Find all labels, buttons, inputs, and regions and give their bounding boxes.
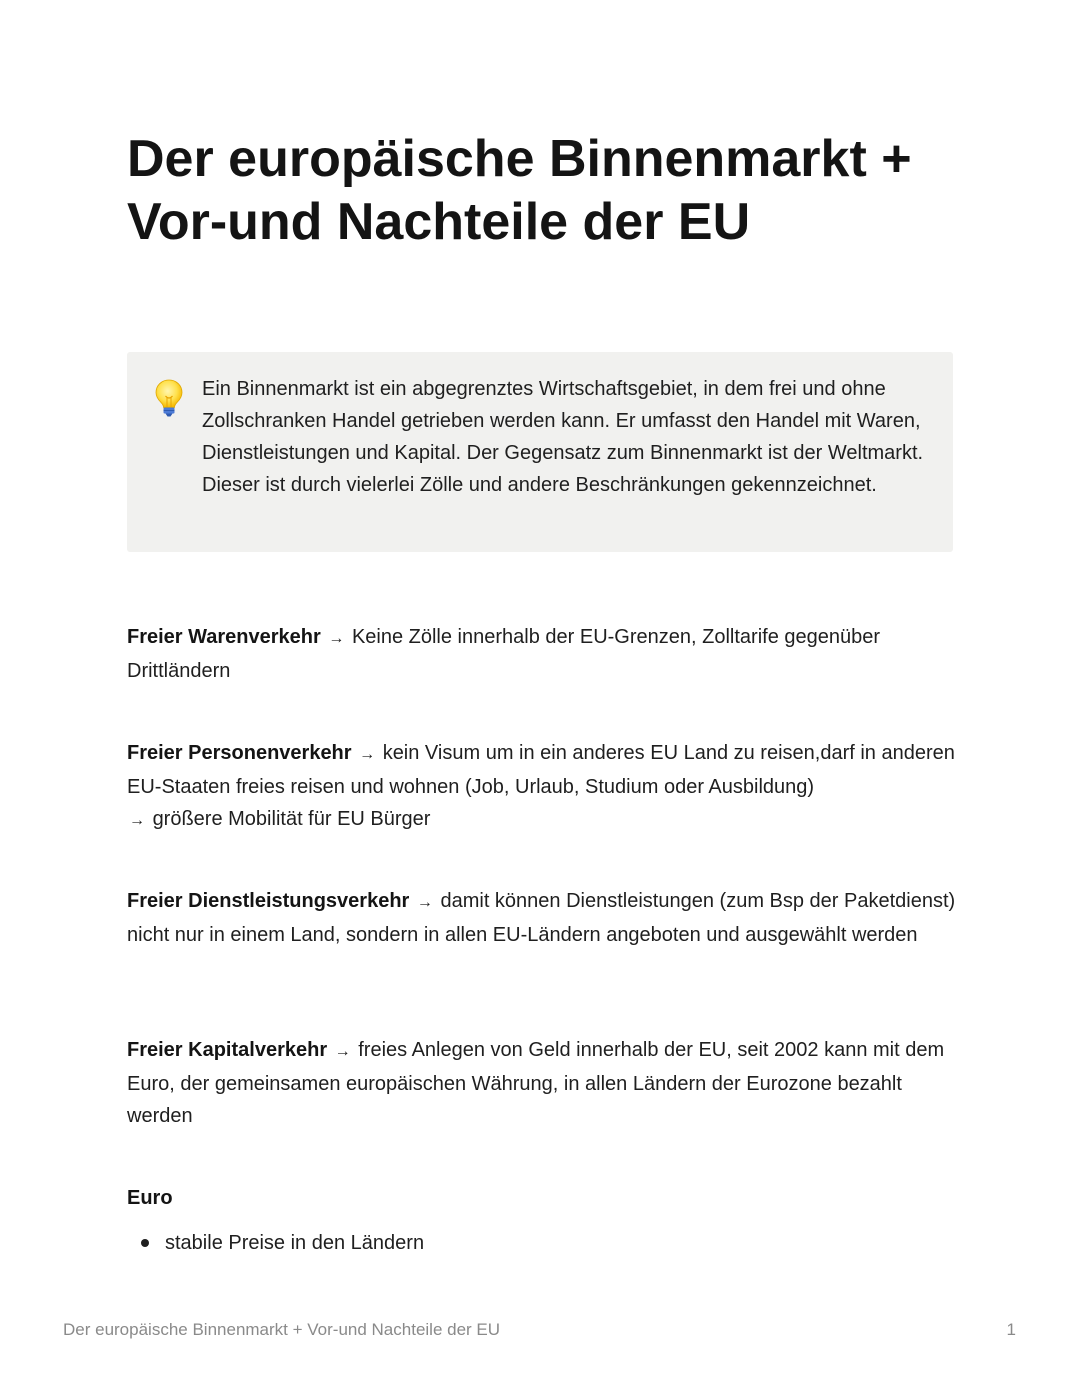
callout-text: Ein Binnenmarkt ist ein abgegrenztes Wirtschaftsgebiet, in dem frei und ohne Zollschranken Handel getrieben werden kann. Er umfasst den Handel mit Waren, Dienstleistungen und Kapital. Der Gegensatz zum Binnenmarkt ist der Weltmarkt. Dieser ist durch vielerlei Zölle und andere Beschränkungen gekennzeichnet. (202, 378, 924, 496)
page-title-line-1: Der europäische Binnenmarkt + (127, 130, 912, 188)
definition-callout (127, 352, 953, 552)
arrow-icon: → (334, 1043, 351, 1060)
section-dienstleistungsverkehr (127, 885, 957, 951)
arrow-icon: → (328, 630, 345, 647)
section-text: kein Visum um in ein anderes EU Land zu reisen,darf in anderen EU-Staaten freies reisen und wohnen (Job, Urlaub, Studium oder Ausbildung) (127, 742, 955, 798)
section-text: freies Anlegen von Geld innerhalb der EU, seit 2002 kann mit dem Euro, der gemeinsamen europäischen Währung, in allen Ländern der Eurozone bezahlt werden (127, 1039, 945, 1127)
page-number: 1 (1006, 1320, 1016, 1339)
section-text: Keine Zölle innerhalb der EU-Grenzen, Zolltarife gegenüber Drittländern (127, 626, 881, 682)
section-warenverkehr (127, 621, 957, 687)
footer-title: Der europäische Binnenmarkt + Vor-und Nachteile der EU (63, 1320, 501, 1339)
section-text: damit können Dienstleistungen (zum Bsp der Paketdienst) nicht nur in einem Land, sondern in allen EU-Ländern angeboten und ausgewählt werden (127, 890, 956, 946)
list-item (127, 1227, 424, 1259)
arrow-icon: → (129, 812, 145, 829)
euro-bullet-list (127, 1227, 424, 1259)
section-text-secondary: größere Mobilität für EU Bürger (152, 808, 431, 830)
section-kapitalverkehr (127, 1034, 957, 1132)
arrow-icon: → (359, 746, 376, 763)
lightbulb-icon (154, 378, 184, 418)
euro-heading: Euro (127, 1187, 173, 1209)
section-heading: Freier Personenverkehr (127, 742, 352, 764)
list-item-text: stabile Preise in den Ländern (165, 1232, 425, 1254)
section-heading: Freier Dienstleistungsverkehr (127, 890, 410, 912)
section-personenverkehr (127, 737, 957, 837)
page-title-line-2: Vor-und Nachteile der EU (127, 193, 751, 251)
bullet-icon (141, 1239, 149, 1247)
section-heading: Freier Kapitalverkehr (127, 1039, 328, 1061)
arrow-icon: → (416, 894, 433, 911)
section-heading: Freier Warenverkehr (127, 626, 321, 648)
page-title (127, 128, 987, 254)
